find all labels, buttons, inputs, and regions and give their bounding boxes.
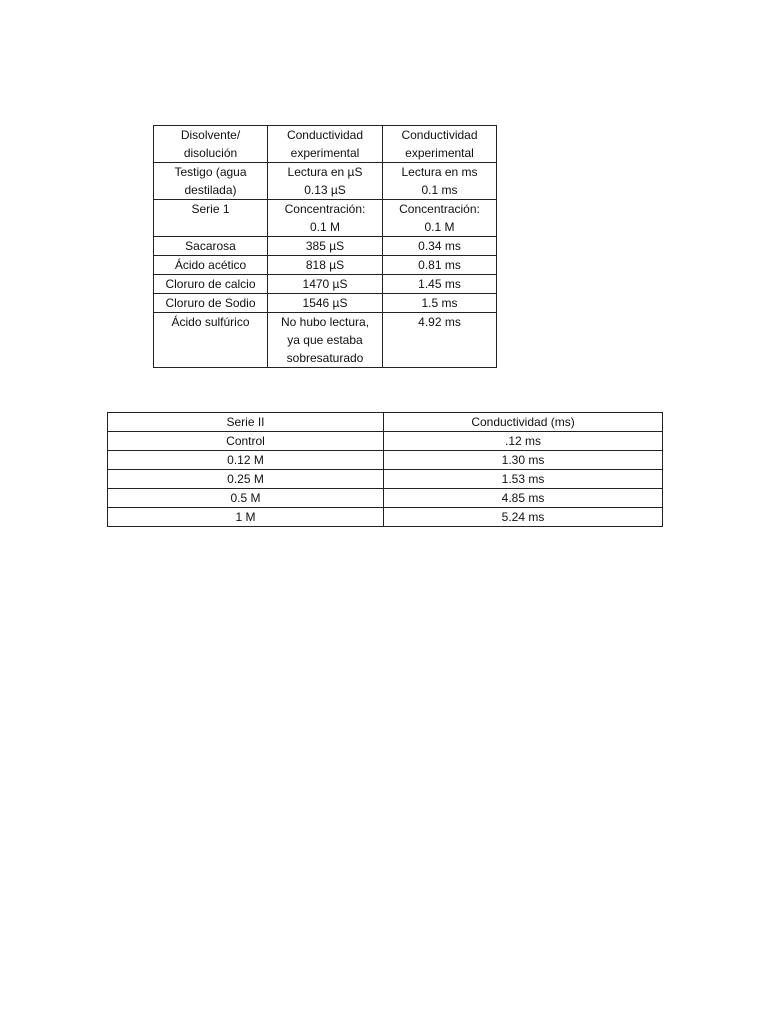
table1-cell [268, 313, 383, 368]
table2-cell: 0.12 M [108, 451, 384, 470]
cell-text: Lectura en ms [401, 165, 478, 179]
table1-cell [268, 126, 383, 163]
table2-cell: 1.30 ms [384, 451, 663, 470]
table2-row [108, 413, 663, 432]
table1-cell [154, 256, 268, 275]
cell-text: Testigo (agua [174, 165, 247, 179]
cell-text: 0.1 ms [421, 183, 458, 197]
table2-body [108, 413, 663, 527]
cell-text: No hubo lectura, [280, 315, 370, 329]
cell-text: 0.81 ms [418, 258, 461, 272]
table2-cell: 1 M [108, 508, 384, 527]
table1-cell [154, 237, 268, 256]
cell-text: Conductividad [286, 128, 364, 142]
table2-row [108, 489, 663, 508]
cell-text: Concentración: [284, 202, 366, 216]
cell-text: 0.34 ms [418, 239, 461, 253]
table1-cell [154, 126, 268, 163]
table1-row [154, 200, 497, 237]
cell-text: Disolvente/ [180, 128, 241, 142]
table1-cell [383, 237, 497, 256]
table1-cell [268, 163, 383, 200]
table1-row [154, 126, 497, 163]
cell-text: Concentración: [399, 202, 480, 216]
cell-text: Ácido acético [174, 258, 247, 272]
table1-cell [154, 313, 268, 368]
table2-row [108, 432, 663, 451]
cell-text: experimental [290, 146, 360, 160]
cell-text: ya que estaba [287, 333, 363, 347]
table1-cell [383, 313, 497, 368]
cell-text: experimental [405, 146, 474, 160]
table1-body [154, 126, 497, 368]
cell-text: Serie 1 [191, 202, 230, 216]
cell-text: 0.13 µS [304, 183, 346, 197]
cell-text: 0.1 M [309, 220, 340, 234]
table1-cell [268, 200, 383, 237]
table1-cell [268, 294, 383, 313]
table2-cell: 0.5 M [108, 489, 384, 508]
table2-cell: Control [108, 432, 384, 451]
cell-text: 4.92 ms [418, 315, 461, 329]
table2-cell: Conductividad (ms) [384, 413, 663, 432]
table1-cell [383, 163, 497, 200]
table2-cell: Serie II [108, 413, 384, 432]
cell-text: Ácido sulfúrico [171, 315, 250, 329]
table2-cell: 1.53 ms [384, 470, 663, 489]
cell-text: disolución [183, 146, 238, 160]
cell-text: 818 µS [305, 258, 345, 272]
table2-cell: 4.85 ms [384, 489, 663, 508]
cell-text: Conductividad [401, 128, 478, 142]
cell-text: sobresaturado [286, 351, 364, 365]
table2-row [108, 508, 663, 527]
table1-cell [154, 294, 268, 313]
table1-cell [268, 237, 383, 256]
table1-row [154, 294, 497, 313]
table1-cell [154, 163, 268, 200]
table2-cell: 5.24 ms [384, 508, 663, 527]
table1-cell [154, 200, 268, 237]
cell-text: Cloruro de Sodio [165, 296, 256, 310]
cell-text: 1546 µS [302, 296, 348, 310]
cell-text: Lectura en µS [287, 165, 363, 179]
table1-row [154, 237, 497, 256]
table1-cell [268, 275, 383, 294]
conductivity-table-series-2 [107, 412, 663, 527]
cell-text: 1.45 ms [418, 277, 461, 291]
table2-row [108, 451, 663, 470]
table1-row [154, 275, 497, 294]
table1-row [154, 163, 497, 200]
cell-text: 1.5 ms [421, 296, 458, 310]
conductivity-table-series-1 [153, 125, 497, 368]
cell-text: Sacarosa [185, 239, 236, 253]
table1-cell [154, 275, 268, 294]
table1-cell [268, 256, 383, 275]
cell-text: Cloruro de calcio [165, 277, 256, 291]
table1-cell [383, 126, 497, 163]
table1-cell [383, 200, 497, 237]
table1-cell [383, 294, 497, 313]
table1-row [154, 256, 497, 275]
table1-cell [383, 275, 497, 294]
cell-text: destilada) [184, 183, 237, 197]
cell-text: 1470 µS [302, 277, 348, 291]
table2-cell: 0.25 M [108, 470, 384, 489]
cell-text: 0.1 M [424, 220, 455, 234]
table1-cell [383, 256, 497, 275]
table1-row [154, 313, 497, 368]
table2-cell: .12 ms [384, 432, 663, 451]
table2-row [108, 470, 663, 489]
cell-text: 385 µS [305, 239, 345, 253]
